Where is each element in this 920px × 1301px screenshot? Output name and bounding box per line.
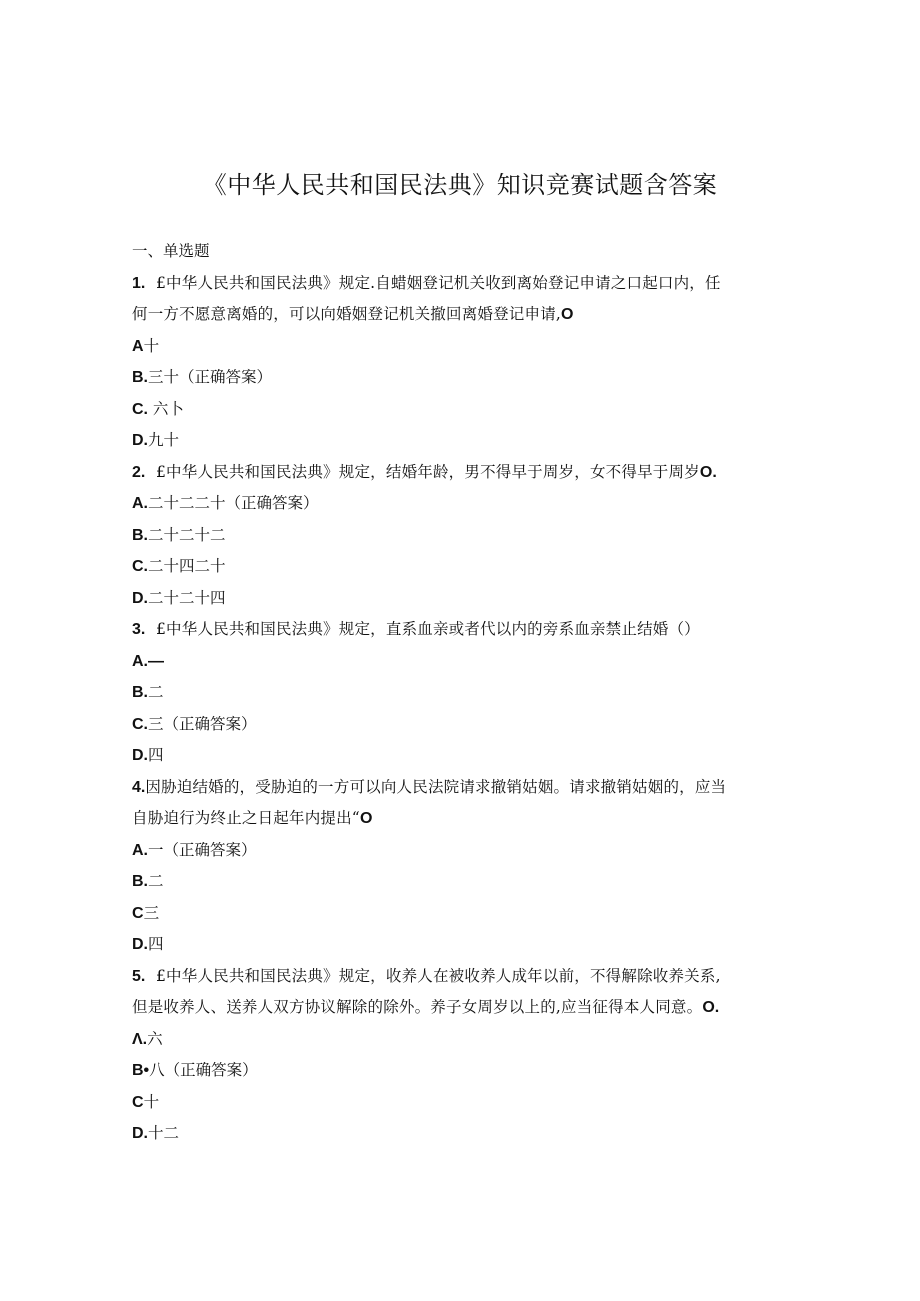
option-label: B. bbox=[132, 684, 148, 701]
question-number: 5. bbox=[132, 967, 146, 985]
option-a bbox=[132, 1024, 782, 1056]
option-label: C bbox=[132, 1093, 144, 1111]
option-text: 六 bbox=[147, 1029, 163, 1048]
quiz-body bbox=[132, 236, 782, 1150]
question-number: 2. bbox=[132, 463, 146, 481]
option-label: D. bbox=[132, 589, 148, 607]
question-3 bbox=[132, 614, 782, 772]
option-a bbox=[132, 835, 782, 867]
question-5 bbox=[132, 961, 782, 1150]
question-text-continued: 但是收养人、送养人双方协议解除的除外。养子女周岁以上的,应当征得本人同意。 bbox=[132, 998, 703, 1016]
option-label: A bbox=[132, 337, 144, 355]
option-a bbox=[132, 646, 782, 678]
option-c bbox=[132, 394, 782, 426]
option-text: 六卜 bbox=[148, 399, 184, 418]
question-1 bbox=[132, 268, 782, 457]
option-label: A. bbox=[132, 652, 148, 670]
question-text: £中华人民共和国民法典》规定.自蜡姻登记机关收到离始登记申请之口起口内，任 bbox=[156, 273, 721, 292]
option-text: 二 bbox=[148, 872, 164, 890]
option-text: 二十二十四 bbox=[148, 588, 226, 607]
option-b bbox=[132, 677, 782, 709]
option-label: Λ. bbox=[132, 1030, 148, 1048]
option-text: 三十（正确答案） bbox=[148, 368, 273, 386]
option-label: C. bbox=[132, 715, 148, 733]
option-label: C. bbox=[132, 558, 148, 575]
option-b bbox=[132, 1055, 782, 1087]
option-d bbox=[132, 929, 782, 961]
question-text: £中华人民共和国民法典》规定，收养人在被收养人成年以前，不得解除收养关系, bbox=[156, 966, 721, 985]
option-label: A. bbox=[132, 841, 148, 859]
option-label: D. bbox=[132, 936, 148, 953]
option-label: D. bbox=[132, 747, 148, 764]
question-2 bbox=[132, 457, 782, 615]
option-label: B. bbox=[132, 873, 148, 890]
option-text: 四 bbox=[148, 746, 164, 764]
option-c bbox=[132, 898, 782, 930]
option-label: D. bbox=[132, 432, 148, 449]
section-heading: 一、单选题 bbox=[132, 242, 210, 260]
option-d bbox=[132, 425, 782, 457]
page-title: 《中华人民共和国民法典》知识竞赛试题含答案 bbox=[202, 171, 718, 199]
option-text: — bbox=[148, 652, 164, 670]
option-text: 三 bbox=[143, 903, 160, 922]
question-text: 因胁迫结婚的，受胁迫的一方可以向人民法院请求撤销姑姻。请求撤销姑姻的，应当 bbox=[145, 777, 727, 796]
option-b bbox=[132, 520, 782, 552]
question-end-mark: O bbox=[359, 810, 373, 827]
option-label: C bbox=[132, 904, 144, 922]
option-text: 九十 bbox=[148, 431, 180, 449]
question-text-continued: 自胁迫行为终止之日起年内提出“ bbox=[132, 809, 360, 827]
option-label: D. bbox=[132, 1125, 148, 1142]
option-label: B. bbox=[132, 369, 148, 386]
option-c bbox=[132, 709, 782, 741]
question-4 bbox=[132, 772, 782, 961]
option-a bbox=[132, 331, 782, 363]
option-text: 八（正确答案） bbox=[149, 1061, 258, 1079]
question-end-mark: O bbox=[561, 306, 574, 323]
option-text: 十二 bbox=[148, 1124, 180, 1142]
option-d bbox=[132, 583, 782, 615]
option-text: 三（正确答案） bbox=[148, 714, 257, 733]
option-text: 二 bbox=[148, 683, 164, 701]
option-c bbox=[132, 551, 782, 583]
question-end-mark: O. bbox=[699, 463, 717, 481]
question-number: 1. bbox=[132, 274, 146, 292]
option-b bbox=[132, 362, 782, 394]
question-text-continued: 何一方不愿意离婚的，可以向婚姻登记机关撤回离婚登记申请, bbox=[132, 305, 562, 323]
option-d bbox=[132, 1118, 782, 1150]
option-text: 十 bbox=[143, 1092, 160, 1111]
option-label: B. bbox=[132, 526, 148, 544]
question-text: £中华人民共和国民法典》规定，直系血亲或者代以内的旁系血亲禁止结婚（） bbox=[156, 620, 700, 638]
option-text: 四 bbox=[148, 935, 164, 953]
option-text: 十 bbox=[143, 336, 160, 355]
option-c bbox=[132, 1087, 782, 1119]
question-number: 4. bbox=[132, 778, 146, 796]
option-text: 二十四二十 bbox=[148, 557, 226, 575]
option-a bbox=[132, 488, 782, 520]
question-end-mark: O. bbox=[702, 999, 720, 1016]
question-number: 3. bbox=[132, 621, 146, 638]
option-label: C. bbox=[132, 400, 148, 418]
option-label: A. bbox=[132, 495, 148, 512]
option-d bbox=[132, 740, 782, 772]
option-text: 二十二二十（正确答案） bbox=[148, 494, 319, 512]
option-text: 一（正确答案） bbox=[148, 840, 257, 859]
option-b bbox=[132, 866, 782, 898]
option-text: 二十二十二 bbox=[148, 525, 226, 544]
option-label: B• bbox=[132, 1062, 150, 1079]
question-text: £中华人民共和国民法典》规定，结婚年龄，男不得早于周岁，女不得早于周岁 bbox=[156, 462, 700, 481]
